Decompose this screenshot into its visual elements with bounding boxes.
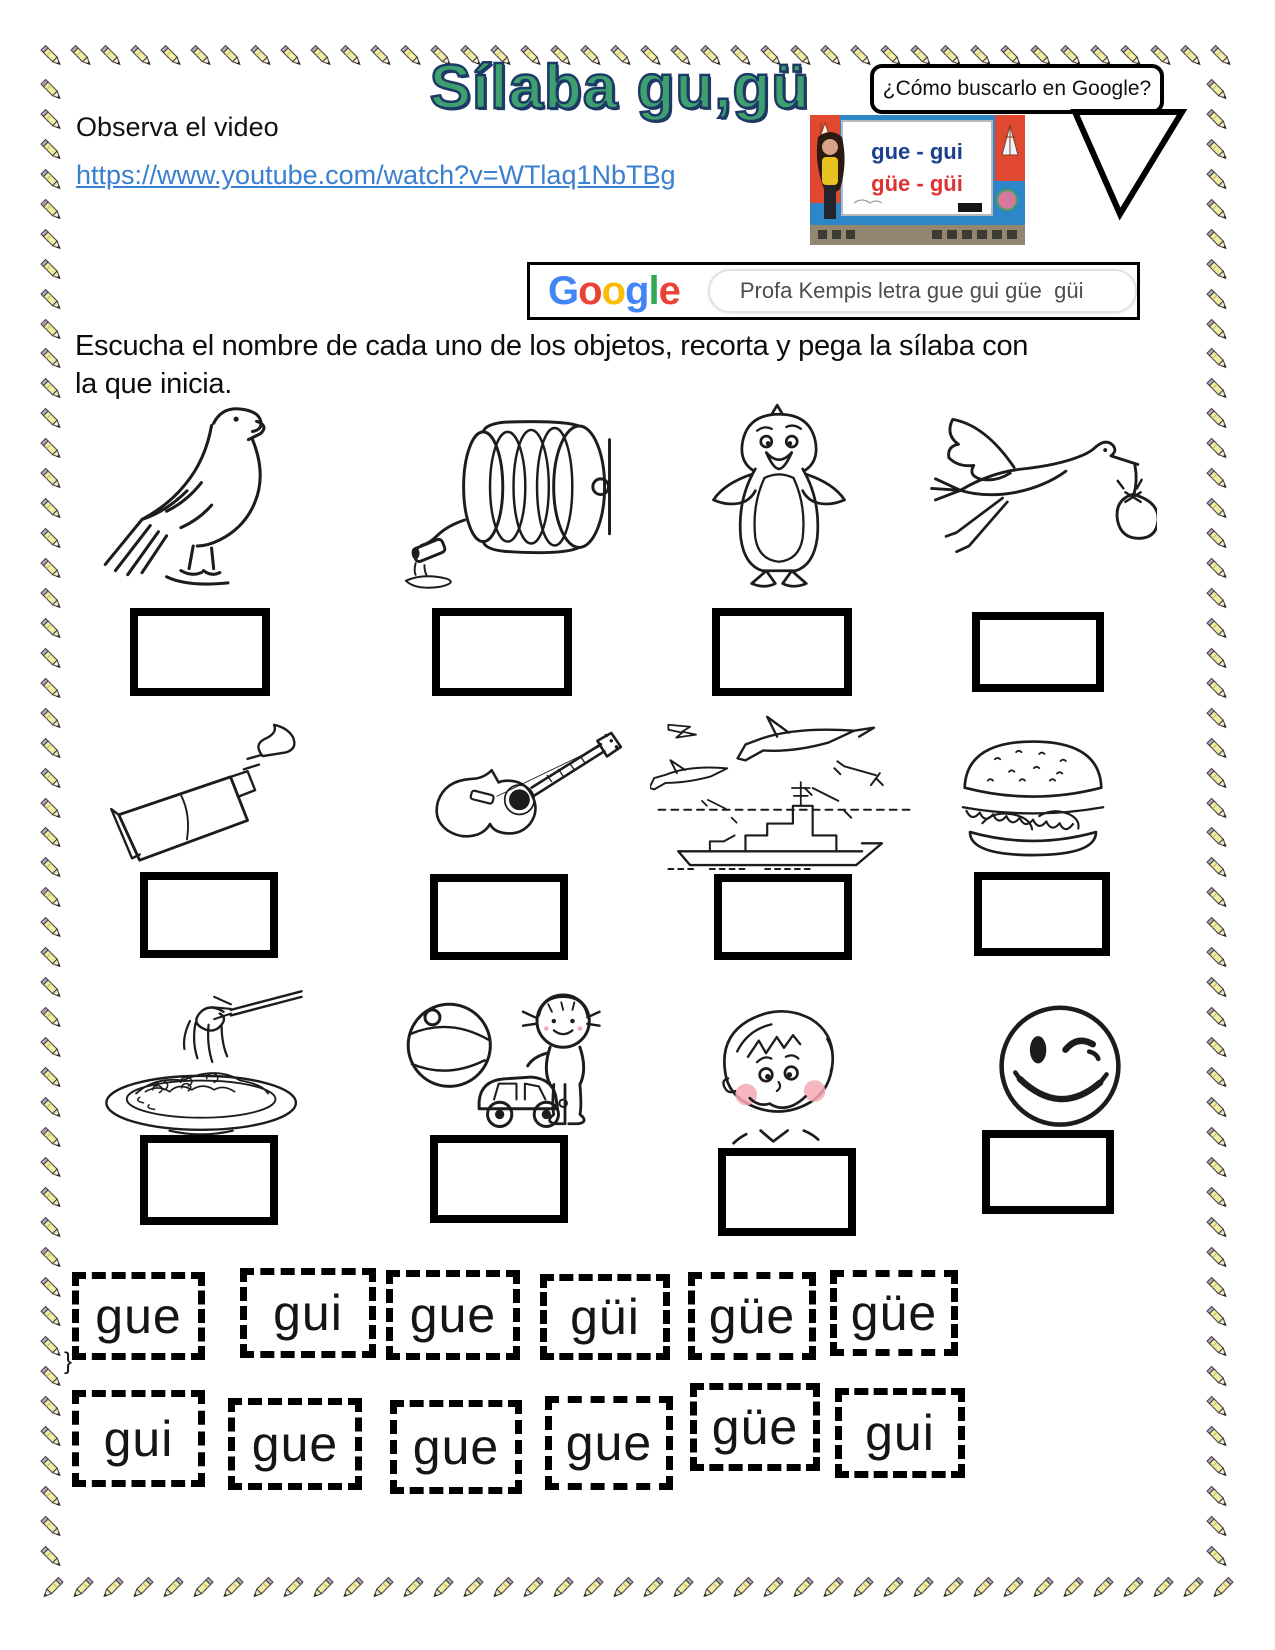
- syllable-tile[interactable]: [690, 1383, 820, 1471]
- google-search-bar: [527, 262, 1140, 320]
- eagle-image: [95, 393, 320, 605]
- answer-box[interactable]: [430, 1135, 568, 1223]
- syllable-tile[interactable]: [240, 1268, 376, 1358]
- google-logo: [548, 269, 680, 314]
- channel-logo: [997, 190, 1017, 210]
- syllable-tile[interactable]: [386, 1270, 520, 1360]
- tile-label: gue: [565, 1415, 653, 1471]
- board-eraser: [958, 203, 982, 212]
- tile-label: gui: [865, 1405, 935, 1461]
- instruction-line2: la que inicia.: [75, 368, 233, 400]
- answer-box[interactable]: [982, 1130, 1114, 1214]
- syllable-tile[interactable]: [545, 1396, 673, 1490]
- boy-face-image: [700, 992, 868, 1154]
- answer-box[interactable]: [974, 872, 1110, 956]
- tile-label: gue: [251, 1416, 339, 1472]
- answer-box[interactable]: [714, 874, 852, 960]
- tile-label: gue: [412, 1419, 500, 1475]
- syllable-tile[interactable]: [540, 1274, 670, 1360]
- board-line2: güe - güi: [871, 171, 963, 196]
- syllable-tile[interactable]: [835, 1388, 965, 1478]
- syllable-tile[interactable]: [72, 1272, 205, 1360]
- instruction-line1: Escucha el nombre de cada uno de los objetos, recorta y pega la sílaba con: [75, 330, 1029, 362]
- answer-box[interactable]: [140, 1135, 278, 1225]
- google-logo-letter: G: [548, 268, 579, 313]
- tile-label: güi: [570, 1289, 640, 1345]
- answer-box[interactable]: [430, 874, 568, 960]
- google-logo-letter: e: [658, 268, 680, 313]
- guitar-image: [395, 720, 630, 850]
- board-line1: gue - gui: [871, 139, 963, 164]
- answer-box[interactable]: [972, 612, 1104, 692]
- toys-ball-car-doll-image: [390, 980, 628, 1148]
- syllable-tile[interactable]: [830, 1270, 958, 1356]
- google-logo-letter: o: [601, 268, 625, 313]
- answer-box[interactable]: [432, 608, 572, 696]
- syllable-tile[interactable]: [390, 1400, 522, 1494]
- syllable-tile[interactable]: [228, 1398, 362, 1490]
- google-logo-letter: l: [648, 268, 659, 313]
- syllable-tile[interactable]: [72, 1390, 205, 1487]
- spaghetti-image: [72, 982, 334, 1140]
- observe-video-label: Observa el video: [76, 112, 279, 142]
- speech-bubble: [870, 64, 1164, 114]
- answer-box[interactable]: [718, 1148, 856, 1236]
- winking-smiley-image: [985, 995, 1135, 1141]
- stork-with-bundle-image: [922, 398, 1157, 576]
- tile-label: gue: [95, 1288, 182, 1344]
- google-search-input[interactable]: [708, 269, 1137, 313]
- pencil-border-bottom: [38, 1574, 1236, 1606]
- page-title: Sílaba gu,gü: [429, 53, 811, 122]
- answer-box[interactable]: [712, 608, 852, 696]
- war-jets-and-ship-image: [650, 705, 918, 873]
- tile-label: gue: [409, 1287, 497, 1343]
- tile-label: gui: [103, 1410, 174, 1467]
- pencil-border-right: [1204, 76, 1236, 1572]
- stray-brace: }: [64, 1348, 73, 1375]
- tile-label: güe: [850, 1285, 938, 1341]
- speech-bubble-text: ¿Cómo buscarlo en Google?: [882, 77, 1152, 100]
- google-logo-letter: g: [625, 268, 649, 313]
- google-logo-letter: o: [578, 268, 602, 313]
- paint-tube-image: [88, 722, 320, 864]
- answer-box[interactable]: [140, 872, 278, 958]
- youtube-link[interactable]: https://www.youtube.com/watch?v=WTlaq1NbTBg: [76, 160, 676, 190]
- tile-label: gui: [273, 1285, 343, 1341]
- hose-reel-image: [398, 400, 633, 595]
- video-thumbnail[interactable]: [810, 115, 1025, 245]
- tile-label: güe: [711, 1399, 799, 1455]
- speech-bubble-tail: [1020, 108, 1200, 233]
- penguin-image: [688, 392, 870, 604]
- search-query-text: Profa Kempis letra gue gui güe güi: [739, 278, 1084, 303]
- hamburger-image: [948, 722, 1118, 864]
- answer-box[interactable]: [130, 608, 270, 696]
- syllable-tile[interactable]: [688, 1272, 816, 1360]
- tile-label: güe: [708, 1288, 796, 1344]
